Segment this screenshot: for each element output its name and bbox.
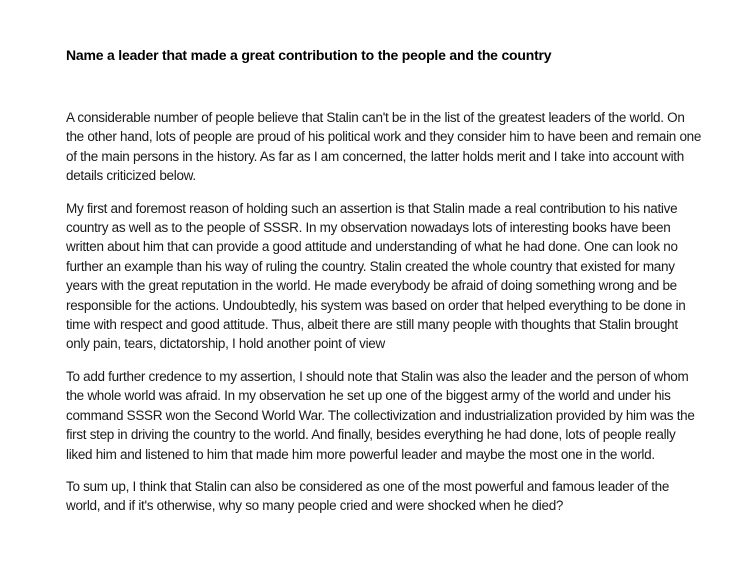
essay-paragraph-body-1: My first and foremost reason of holding such an assertion is that Stalin made a real contribution to his native country as well as to the people of SSSR. In my observation nowadays lots of interesting books have been written about him that can provide a good attitude and understanding of what he had done. One can look no further an example than his way of ruling the country. Stalin created the whole country that existed for many years with the great reputation in the world. He made everybody be afraid of doing something wrong and be responsible for the actions. Undoubtedly, his system was based on order that helped everything to be done in time with respect and good attitude. Thus, albeit there are still many people with thoughts that Stalin brought only pain, tears, dictatorship, I hold another point of view xyxy=(66,200,686,352)
essay-paragraph-body-2: To add further credence to my assertion, I should note that Stalin was also the leader and the person of whom the whole world was afraid. In my observation he set up one of the biggest army of the world and under his command SSSR won the Second World War. The collectivization and industrialization provided by him was the first step in driving the country to the world. And finally, besides everything he had done, lots of people really liked him and listened to him that made him more powerful leader and maybe the most one in the world. xyxy=(66,368,695,462)
essay-title: Name a leader that made a great contribution to the people and the country xyxy=(66,47,552,63)
essay-paragraph-intro: A considerable number of people believe that Stalin can't be in the list of the greatest leaders of the world. On the other hand, lots of people are proud of his political work and they consider him to have been and remain one of the main persons in the history. As far as I am concerned, the latter holds merit and I take into account with details criticized below. xyxy=(66,110,702,184)
essay-paragraph-conclusion: To sum up, I think that Stalin can also be considered as one of the most powerful and famous leader of the world, and if it's otherwise, why so many people cried and were shocked when he died? xyxy=(66,478,670,514)
